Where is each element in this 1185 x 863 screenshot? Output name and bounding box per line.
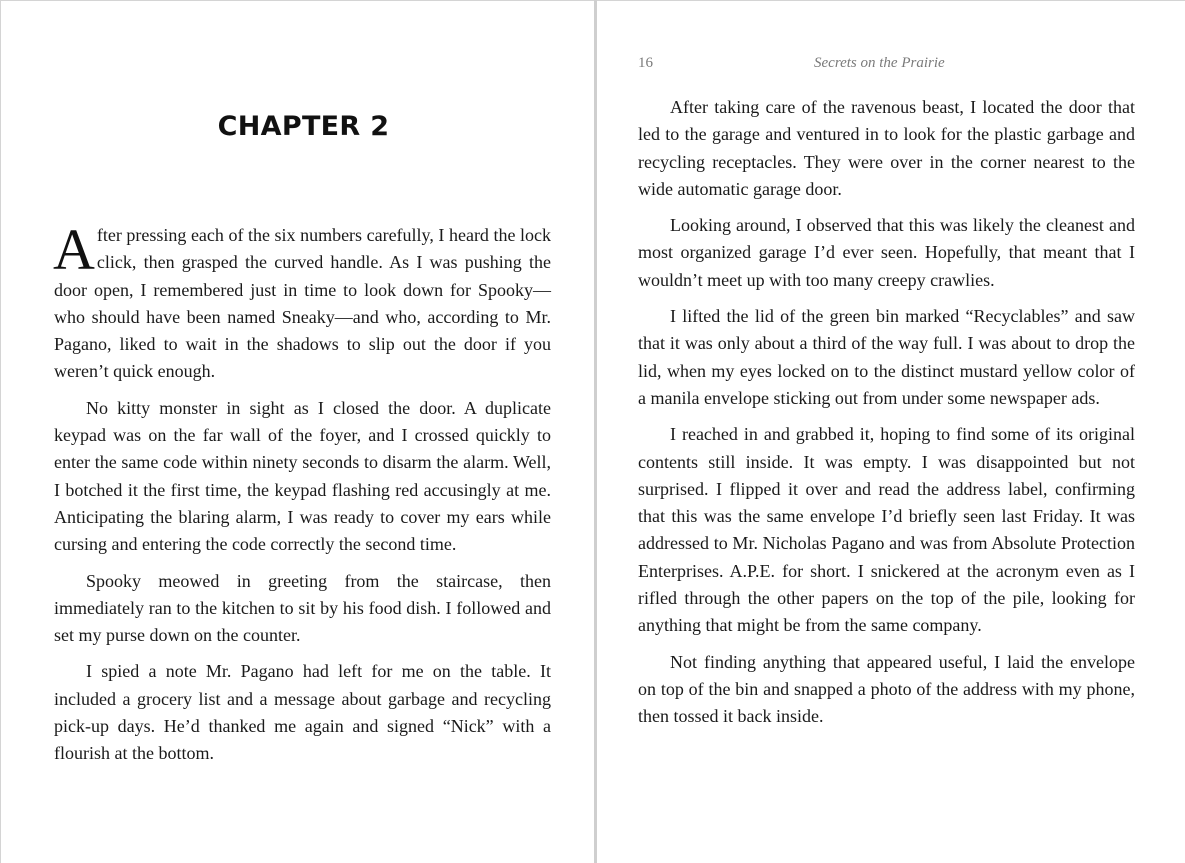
left-page-text (53, 217, 551, 777)
paragraph: After taking care of the ravenous beast, I located the door that led to the garage and ventured in to look for the plastic garbage and recycling receptacles. They were over in the corner nearest to the wide automatic garage door. (638, 97, 1135, 199)
drop-cap: A (53, 217, 95, 282)
paragraph (53, 217, 551, 386)
paragraph: Spooky meowed in greeting from the staircase, then immediately ran to the kitchen to sit by his food dish. I followed and set my purse down on the counter. (54, 570, 551, 646)
paragraph: I spied a note Mr. Pagano had left for me on the table. It included a grocery list and a message about garbage and recycling pick-up days. He’d thanked me again and signed “Nick” with a flourish at the bottom. (54, 661, 551, 764)
chapter-title: CHAPTER 2 (217, 111, 390, 142)
running-title: Secrets on the Prairie (814, 55, 945, 71)
paragraph: No kitty monster in sight as I closed the door. A duplicate keypad was on the far wall of the foyer, and I crossed quickly to enter the same code within ninety seconds to disarm the alarm. Well, I botched it the first time, the keypad flashing red accusingly at me. Anticipating the blaring alarm, I was ready to cover my ears while cursing and entering the code correctly the second time. (54, 397, 551, 555)
paragraph: I reached in and grabbed it, hoping to find some of its original contents still inside. It was empty. I was disappointed but not surprised. I flipped it over and read the address label, confirming that this was the same envelope I’d briefly seen last Friday. It was addressed to Mr. Nicholas Pagano and was from Absolute Protection Enterprises. A.P.E. for short. I snickered at the acronym even as I rifled through the other papers on the top of the pile, looking for anything that might be from the same company. (638, 424, 1135, 636)
paragraph: Looking around, I observed that this was likely the cleanest and most organized garage I’d ever seen. Hopefully, that meant that I wouldn’t meet up with too many creepy crawlies. (638, 215, 1135, 290)
paragraph: Not finding anything that appeared useful, I laid the envelope on top of the bin and snapped a photo of the address with my phone, then tossed it back inside. (638, 651, 1135, 727)
right-page-text (638, 94, 1135, 740)
page-number: 16 (638, 55, 653, 71)
paragraph-text: fter pressing each of the six numbers carefully, I heard the lock click, then grasped the curved handle. As I was pushing the door open, I remembered just in time to look down for Spooky—who should have been named Sneaky—and who, according to Mr. Pagano, liked to wait in the shadows to slip out the door if you weren’t quick enough. (54, 225, 551, 382)
paragraph: I lifted the lid of the green bin marked “Recyclables” and saw that it was only about a third of the way full. I was about to drop the lid, when my eyes locked on to the distinct mustard yellow color of a manila envelope sticking out from under some newspaper ads. (638, 306, 1135, 408)
